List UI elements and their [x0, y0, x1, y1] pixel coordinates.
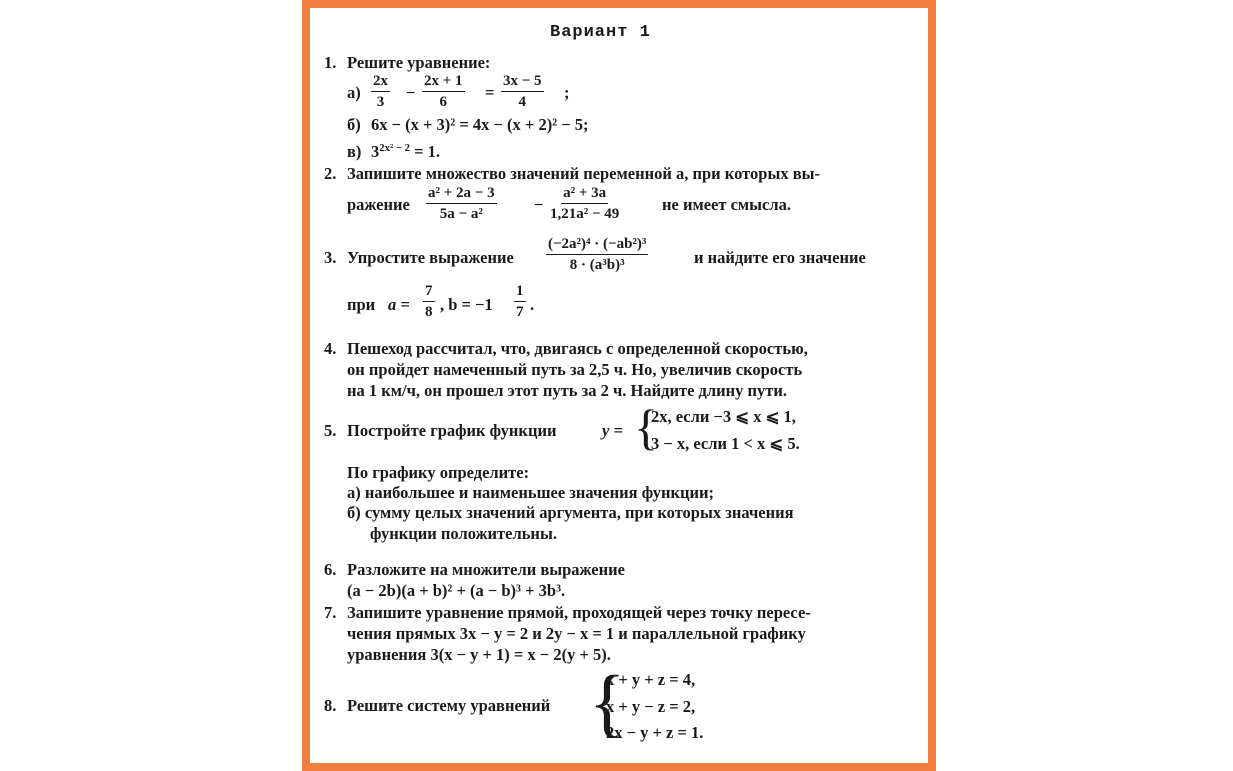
task-5-sub-intro: По графику определите:	[347, 463, 530, 482]
task-5-case-2: 3 − x, если 1 < x ⩽ 5.	[651, 434, 800, 453]
task-2-fraction-2	[550, 186, 619, 222]
fraction-denominator: 8	[425, 304, 433, 320]
task-1b-label: б)	[347, 115, 361, 134]
minus-sign: −	[534, 195, 544, 214]
fraction-numerator: a² + 2a − 3	[426, 186, 497, 204]
task-3-number: 3.	[324, 248, 337, 267]
left-brace-icon: {	[634, 399, 658, 455]
task-8-equation-2: x + y − z = 2,	[606, 697, 696, 716]
left-brace-icon: {	[589, 661, 626, 745]
task-7-line-1: Запишите уравнение прямой, проходящей через точку пересе-	[347, 603, 811, 622]
task-4-number: 4.	[324, 339, 337, 358]
fraction-denominator: 3	[376, 94, 385, 110]
fraction-numerator: 3x − 5	[501, 74, 544, 92]
fraction-numerator: 2x	[371, 74, 390, 92]
task-7-number: 7.	[324, 603, 337, 622]
fraction-denominator: 8 · (a³b)³	[569, 257, 625, 273]
equation-rest: = 1.	[410, 142, 441, 161]
task-5-sub-b-line-2: функции положительны.	[370, 524, 557, 543]
task-3-b-equals: , b = −1	[440, 295, 493, 314]
task-1a-fraction-3	[501, 74, 544, 110]
task-2-line-2-end: не имеет смысла.	[662, 195, 791, 214]
task-6-expression: (a − 2b)(a + b)² + (a − b)³ + 3b³.	[347, 581, 566, 600]
power-base: 3	[371, 142, 380, 161]
task-7-line-3: уравнения 3(x − y + 1) = x − 2(y + 5).	[347, 645, 611, 664]
task-5-sub-a: а) наибольшее и наименьшее значения функции;	[347, 483, 714, 502]
task-2-line-2-start: ражение	[347, 195, 410, 214]
power-exponent: 2x² − 2	[379, 142, 411, 155]
task-4-line-2: он пройдет намеченный путь за 2,5 ч. Но, увеличив скорость	[347, 360, 803, 379]
task-3-text-end: и найдите его значение	[694, 248, 866, 267]
task-1c-equation	[371, 144, 440, 161]
task-3-text: Упростите выражение	[347, 248, 514, 267]
task-3-a-fraction	[423, 284, 435, 320]
fraction-denominator: 6	[439, 94, 448, 110]
task-1b-equation: 6x − (x + 3)² = 4x − (x + 2)² − 5;	[371, 115, 589, 134]
task-5-number: 5.	[324, 421, 337, 440]
fraction-numerator: 1	[514, 284, 526, 302]
function-y: y =	[602, 421, 623, 440]
task-1a-fraction-2	[422, 74, 465, 110]
period: .	[530, 295, 535, 314]
fraction-denominator: 5a − a²	[439, 206, 483, 222]
task-8-number: 8.	[324, 696, 337, 715]
task-3-line-2-start: при	[347, 295, 376, 314]
task-2-fraction-1	[426, 186, 497, 222]
task-5-sub-b-line-1: б) сумму целых значений аргумента, при которых значения	[347, 503, 794, 522]
task-1-text: Решите уравнение:	[347, 53, 491, 72]
worksheet-frame	[302, 0, 936, 771]
fraction-denominator: 1,21a² − 49	[550, 206, 620, 222]
task-7-line-2: чения прямых 3x − y = 2 и 2y − x = 1 и параллельной графику	[347, 624, 806, 643]
task-1a-label: а)	[347, 83, 361, 102]
task-5-y-equals	[602, 423, 623, 440]
task-8-equation-3: 2x − y + z = 1.	[606, 723, 704, 742]
task-5-case-1: 2x, если −3 ⩽ x ⩽ 1,	[651, 407, 796, 426]
task-4-line-1: Пешеход рассчитал, что, двигаясь с определенной скоростью,	[347, 339, 808, 358]
fraction-numerator: 7	[423, 284, 435, 302]
variant-title: Вариант 1	[550, 23, 651, 42]
task-2-line-1: Запишите множество значений переменной a, при которых вы-	[347, 164, 820, 183]
variable-a: a =	[388, 295, 410, 314]
task-3-b-fraction	[514, 284, 526, 320]
task-4-line-3: на 1 км/ч, он прошел этот путь за 2 ч. Найдите длину пути.	[347, 381, 788, 400]
fraction-numerator: (−2a²)⁴ · (−ab²)³	[546, 237, 648, 255]
fraction-numerator: a² + 3a	[561, 186, 608, 204]
task-6-line-1: Разложите на множители выражение	[347, 560, 625, 579]
fraction-denominator: 7	[516, 304, 524, 320]
task-6-number: 6.	[324, 560, 337, 579]
minus-sign: −	[406, 83, 416, 102]
task-8-text: Решите систему уравнений	[347, 696, 551, 715]
equals-sign: =	[485, 83, 495, 102]
worksheet	[310, 8, 928, 763]
fraction-numerator: 2x + 1	[422, 74, 465, 92]
fraction-denominator: 4	[518, 94, 527, 110]
task-2-number: 2.	[324, 164, 337, 183]
task-1a-fraction-1	[371, 74, 390, 110]
task-1c-label: в)	[347, 142, 362, 161]
task-3-fraction	[546, 237, 648, 273]
semicolon: ;	[564, 83, 570, 102]
task-1-number: 1.	[324, 53, 337, 72]
task-3-a-equals	[388, 297, 410, 314]
task-8-equation-1: x + y + z = 4,	[606, 670, 696, 689]
task-5-text: Постройте график функции	[347, 421, 557, 440]
